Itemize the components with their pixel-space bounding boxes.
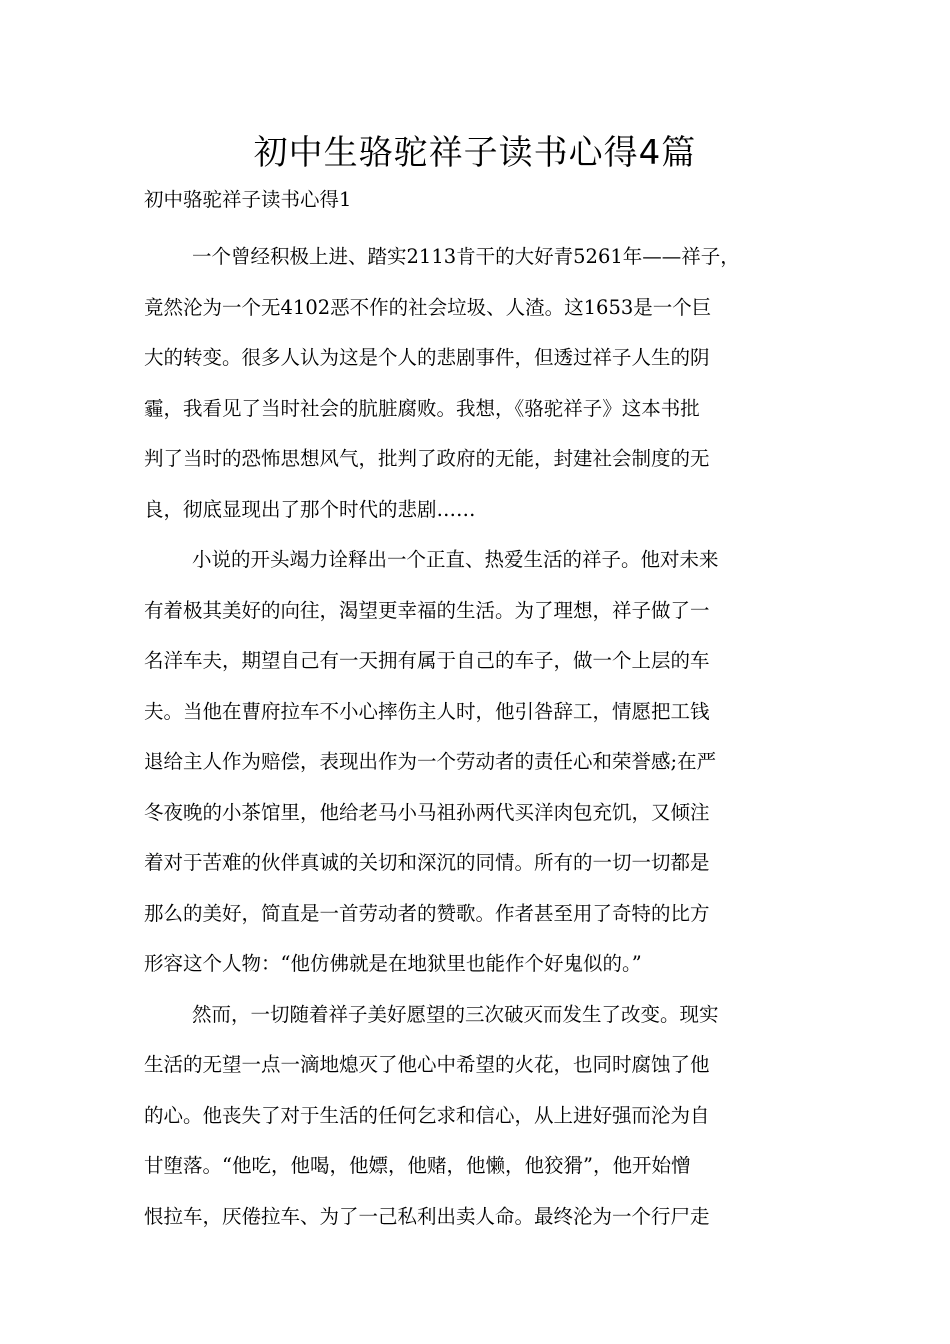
text-line: 然而，一切随着祥子美好愿望的三次破灭而发生了改变。现实 (192, 1002, 719, 1026)
text-line: 有着极其美好的向往，渴望更幸福的生活。为了理想，祥子做了一 (144, 598, 710, 622)
text-line: 竟然沦为一个无4102恶不作的社会垃圾、人渣。这1653是一个巨 (144, 295, 712, 319)
text-line: 甘堕落。“他吃，他喝，他嫖，他赌，他懒，他狡猾”，他开始憎 (144, 1154, 691, 1177)
text-line: 一个曾经积极上进、踏实2113肯干的大好青5261年——祥子， (192, 245, 740, 268)
text-line: 退给主人作为赔偿，表现出作为一个劳动者的责任心和荣誉感;在严 (144, 750, 717, 773)
text-line: 的心。他丧失了对于生活的任何乞求和信心，从上进好强而沦为自 (144, 1103, 710, 1127)
document-title: 初中生骆驼祥子读书心得4篇 (253, 133, 697, 173)
text-line: 生活的无望一点一滴地熄灭了他心中希望的火花，也同时腐蚀了他 (144, 1053, 710, 1076)
text-line: 那么的美好，简直是一首劳动者的赞歌。作者甚至用了奇特的比方 (144, 901, 710, 925)
text-line: 名洋车夫，期望自己有一天拥有属于自己的车子，做一个上层的车 (144, 649, 710, 672)
text-line: 大的转变。很多人认为这是个人的悲剧事件，但透过祥子人生的阴 (144, 346, 710, 369)
text-line: 良，彻底显现出了那个时代的悲剧…… (144, 497, 476, 521)
text-line: 恨拉车，厌倦拉车、为了一己私利出卖人命。最终沦为一个行尸走 (144, 1204, 710, 1228)
paragraph-3 (144, 990, 834, 1243)
text-line: 小说的开头竭力诠释出一个正直、热爱生活的祥子。他对未来 (192, 548, 719, 571)
text-line: 形容这个人物：“他仿佛就是在地狱里也能作个好鬼似的。” (144, 952, 642, 975)
paragraph-1 (144, 232, 834, 535)
text-line: 霾，我看见了当时社会的肮脏腐败。我想，《骆驼祥子》这本书批 (144, 396, 700, 420)
text-line: 冬夜晚的小茶馆里，他给老马小马祖孙两代买洋肉包充饥，又倾注 (144, 800, 710, 824)
text-line: 判了当时的恐怖思想风气，批判了政府的无能，封建社会制度的无 (144, 447, 710, 470)
document-body (144, 232, 834, 1242)
section-heading: 初中骆驼祥子读书心得1 (144, 188, 352, 211)
text-line: 夫。当他在曹府拉车不小心摔伤主人时，他引咎辞工，情愿把工钱 (144, 699, 710, 723)
text-line: 着对于苦难的伙伴真诚的关切和深沉的同情。所有的一切一切都是 (144, 851, 710, 874)
paragraph-2 (144, 535, 834, 990)
